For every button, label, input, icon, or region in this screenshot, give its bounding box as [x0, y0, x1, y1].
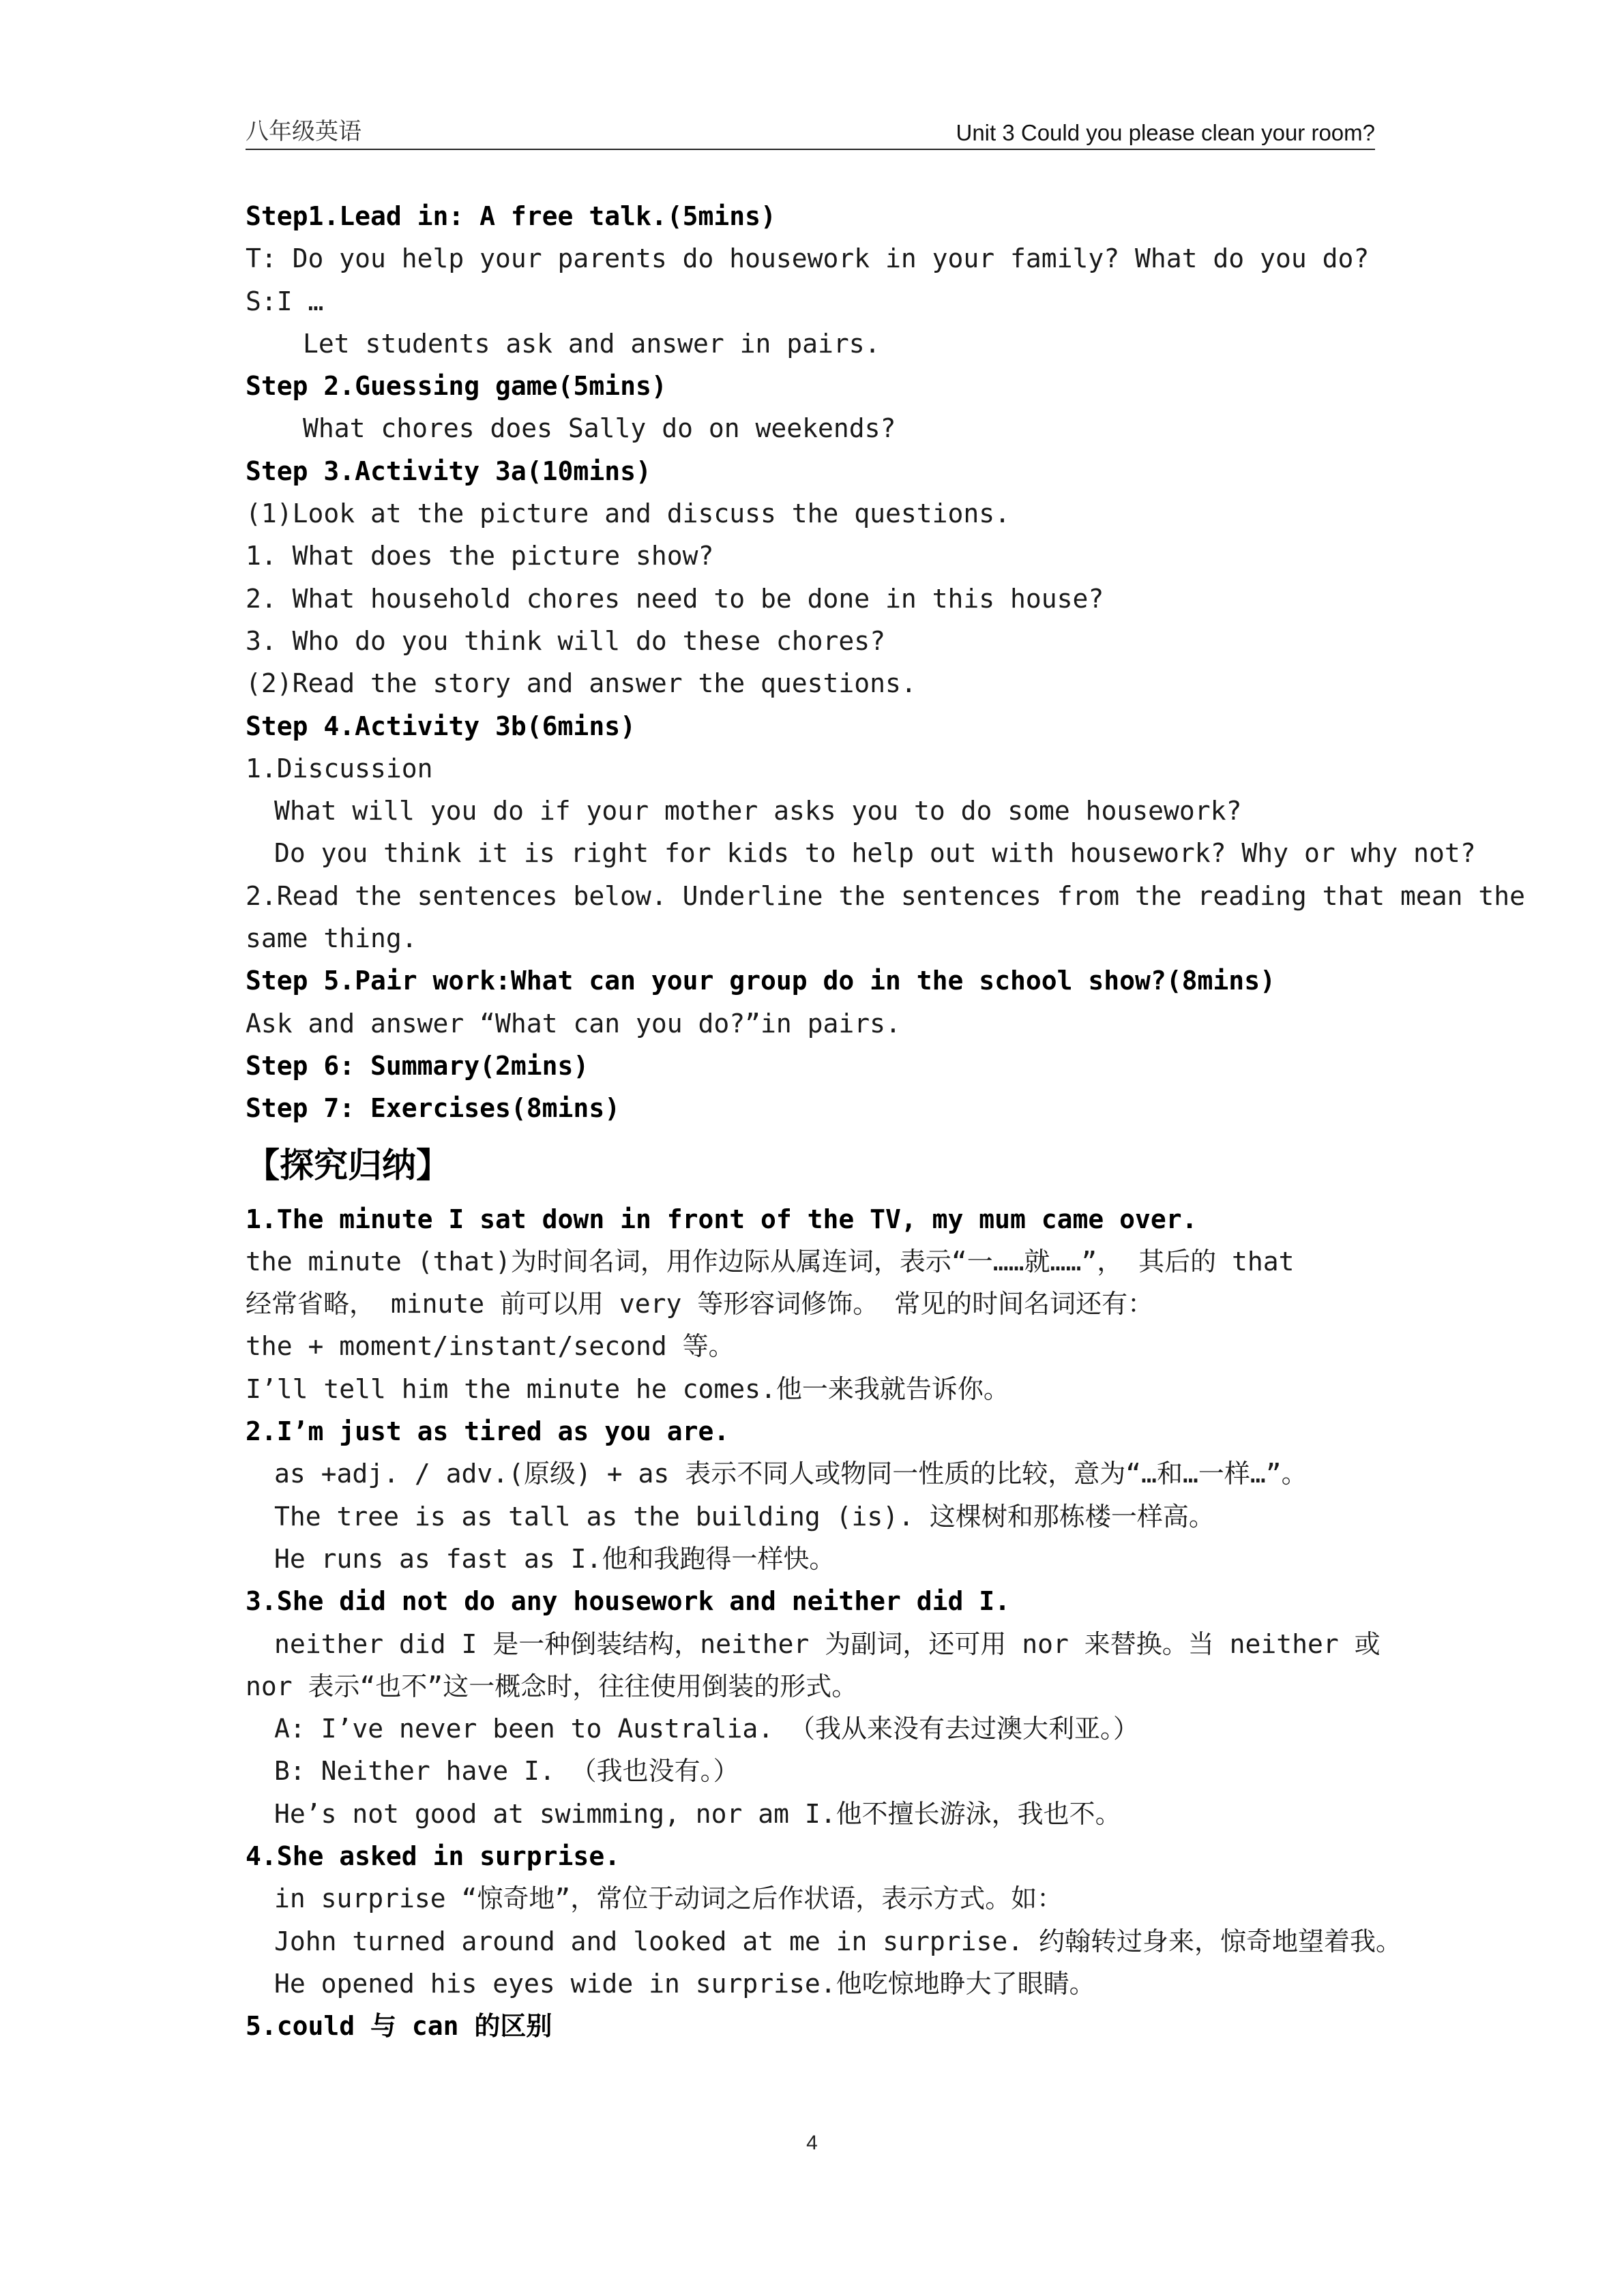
document-body	[246, 195, 1525, 2047]
step1-heading: Step1.Lead in: A free talk.(5mins)	[246, 201, 776, 231]
step3-line: 1. What does the picture show?	[246, 541, 714, 571]
step4-line: What will you do if your mother asks you to do some housework?	[274, 796, 1242, 826]
point3-line: B: Neither have I. （我也没有。）	[274, 1756, 739, 1787]
point1-line: the + moment/instant/second 等。	[246, 1331, 735, 1362]
point3-line: neither did I 是一种倒装结构，neither 为副词，还可用 nor 来替换。当 neither 或	[274, 1628, 1381, 1659]
point5-heading: 5.could 与 can 的区别	[246, 2011, 552, 2042]
header-grade-label: 八年级英语	[246, 118, 361, 145]
step7-heading: Step 7: Exercises(8mins)	[246, 1093, 621, 1124]
point2-line: He runs as fast as I.他和我跑得一样快。	[274, 1543, 836, 1574]
step3-line: (1)Look at the picture and discuss the questions.	[246, 498, 1011, 529]
point3-line: He’s not good at swimming, nor am I.他不擅长游泳，我也不。	[274, 1798, 1121, 1829]
step2-question: What chores does Sally do on weekends?	[303, 413, 896, 444]
step5-line: Ask and answer “What can you do?”in pairs.	[246, 1008, 901, 1039]
step3-line: 3. Who do you think will do these chores?	[246, 625, 885, 656]
point4-line: in surprise “惊奇地”，常位于动词之后作状语，表示方式。如：	[274, 1883, 1063, 1914]
step4-line: Do you think it is right for kids to help out with housework? Why or why not?	[274, 838, 1476, 869]
point4-line: John turned around and looked at me in surprise. 约翰转过身来，惊奇地望着我。	[274, 1926, 1402, 1956]
point3-heading: 3.She did not do any housework and neither did I.	[246, 1586, 1011, 1617]
point2-heading: 2.I’m just as tired as you are.	[246, 1416, 730, 1447]
point2-line: The tree is as tall as the building (is). 这棵树和那栋楼一样高。	[274, 1501, 1215, 1532]
point3-line: nor 表示“也不”这一概念时，往往使用倒装的形式。	[246, 1671, 858, 1701]
step3-line: 2. What household chores need to be done in this house?	[246, 583, 1104, 614]
step1-pair-instruction: Let students ask and answer in pairs.	[303, 328, 881, 359]
page-header	[246, 116, 1375, 150]
step4-line: same thing.	[246, 923, 417, 954]
page-number: 4	[806, 2132, 818, 2154]
step4-line: 2.Read the sentences below. Underline the sentences from the reading that mean the	[246, 880, 1525, 911]
step5-heading: Step 5.Pair work:What can your group do in the school show?(8mins)	[246, 966, 1275, 996]
point4-heading: 4.She asked in surprise.	[246, 1840, 621, 1871]
point2-line: as +adj. / adv.(原级) + as 表示不同人或物同一性质的比较，意为“…和…一样…”。	[274, 1459, 1308, 1489]
step4-line: 1.Discussion	[246, 753, 433, 784]
step2-heading: Step 2.Guessing game(5mins)	[246, 371, 667, 402]
step4-heading: Step 4.Activity 3b(6mins)	[246, 711, 636, 741]
header-unit-title: Unit 3 Could you please clean your room?	[956, 120, 1375, 145]
section-title: 【探究归纳】	[246, 1145, 450, 1185]
point4-line: He opened his eyes wide in surprise.他吃惊地睁大了眼睛。	[274, 1968, 1095, 1999]
point3-line: A: I’ve never been to Australia. （我从来没有去过澳大利亚。）	[274, 1714, 1139, 1744]
step6-heading: Step 6: Summary(2mins)	[246, 1050, 589, 1081]
step3-line: (2)Read the story and answer the questions.	[246, 668, 917, 699]
step3-heading: Step 3.Activity 3a(10mins)	[246, 456, 651, 486]
point1-heading: 1.The minute I sat down in front of the TV, my mum came over.	[246, 1204, 1198, 1234]
point1-line: I’ll tell him the minute he comes.他一来我就告诉你。	[246, 1373, 1009, 1404]
step1-student-line: S:I …	[246, 286, 324, 316]
point1-line: 经常省略， minute 前可以用 very 等形容词修饰。 常见的时间名词还有：	[246, 1289, 1154, 1320]
point1-line: the minute (that)为时间名词，用作边际从属连词，表示“一……就……”， 其后的 that	[246, 1246, 1295, 1277]
step1-teacher-line: T: Do you help your parents do housework in your family? What do you do?	[246, 243, 1370, 274]
